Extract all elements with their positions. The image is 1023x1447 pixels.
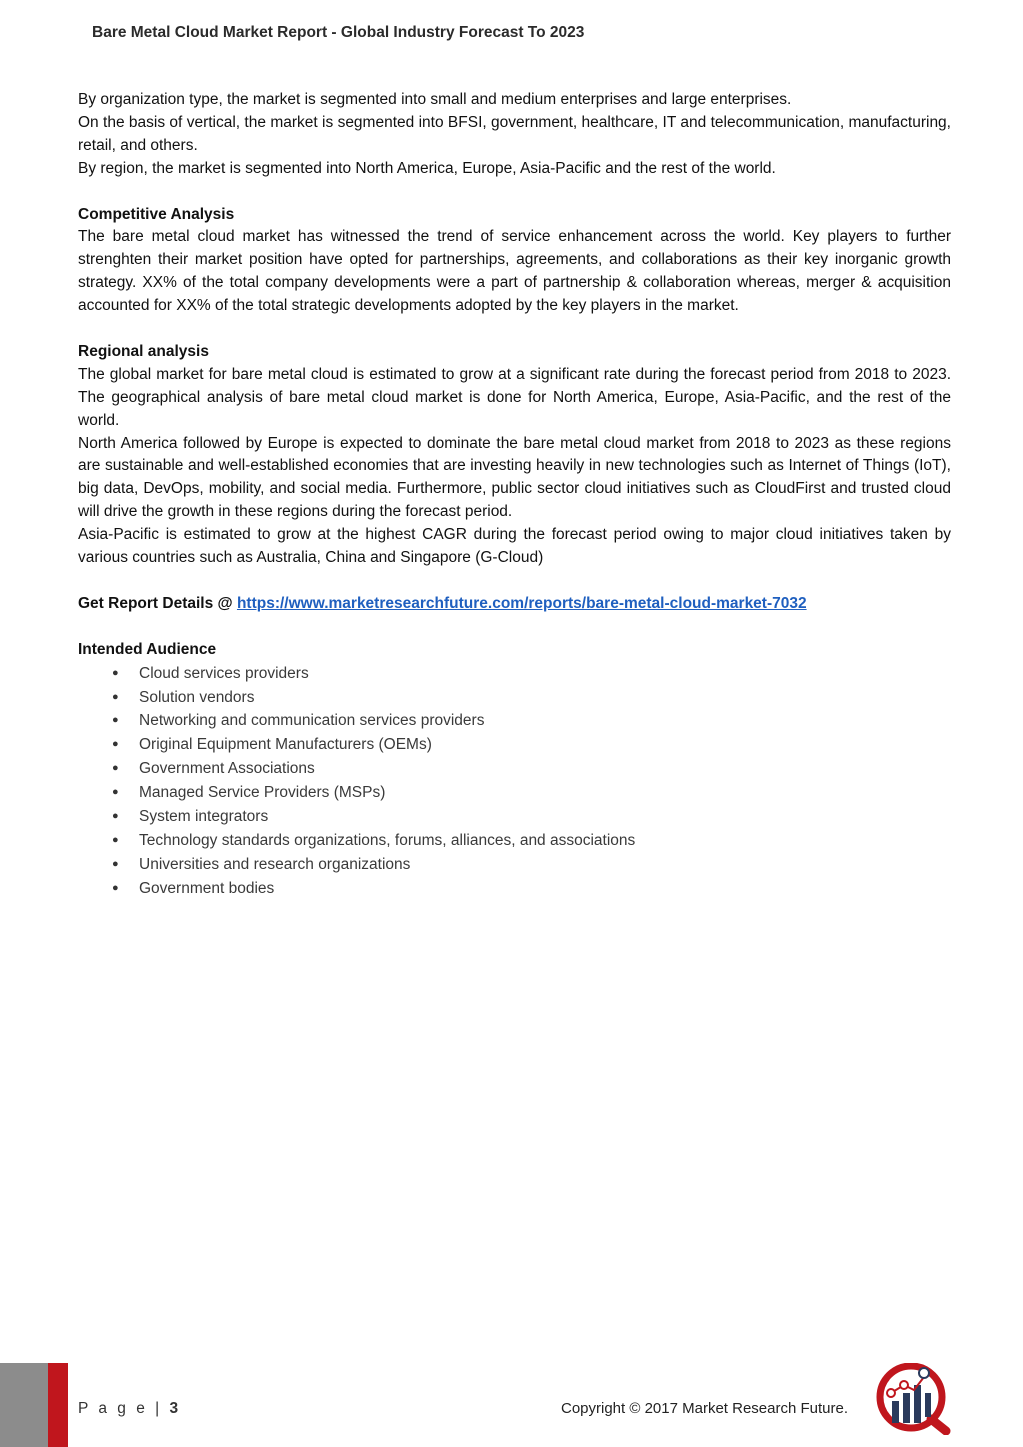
list-item: ● System integrators [78, 805, 951, 829]
intended-audience-heading: Intended Audience [78, 640, 217, 658]
list-item: ● Universities and research organizations [78, 853, 951, 877]
list-item: ● Government bodies [78, 877, 951, 901]
market-research-future-logo-icon [874, 1363, 952, 1435]
footer-grey-bar [0, 1363, 48, 1447]
bullet-icon: ● [112, 690, 119, 703]
regional-paragraph-asia-pacific: Asia-Pacific is estimated to grow at the highest CAGR during the forecast period owing to major cloud initiatives taken by various countries such as Australia, China and Singapore (G-Cloud) [78, 526, 951, 567]
footer-red-bar [48, 1363, 68, 1447]
document-body [78, 89, 951, 901]
copyright-notice: Copyright © 2017 Market Research Future. [561, 1400, 849, 1417]
page-number-label: P a g e | 3 [78, 1400, 179, 1417]
bullet-icon: ● [112, 881, 119, 894]
report-details-link[interactable]: https://www.marketresearchfuture.com/reports/bare-metal-cloud-market-7032 [236, 594, 807, 612]
list-item: ● Cloud services providers [78, 662, 951, 686]
bullet-icon: ● [112, 857, 119, 870]
bullet-icon: ● [112, 786, 119, 799]
competitive-analysis-body: The bare metal cloud market has witnessed the trend of service enhancement across the world. Key players to further strenghten their market position have opted for partnerships, agreements, and collaborations as their key inorganic growth strategy. XX% of the total company developments were a part of partnership & collaboration whereas, merger & acquisition accounted for XX% of the total strategic developments adopted by the key players in the market. [78, 228, 951, 315]
bullet-icon: ● [112, 666, 119, 679]
bullet-icon: ● [112, 762, 119, 775]
page-number: 3 [169, 1400, 179, 1417]
intro-paragraph-organization: By organization type, the market is segmented into small and medium enterprises and large enterprises. [78, 91, 792, 108]
bullet-icon: ● [112, 833, 119, 846]
intro-paragraph-region: By region, the market is segmented into North America, Europe, Asia-Pacific and the rest of the world. [78, 159, 776, 177]
regional-paragraph-global: The global market for bare metal cloud is estimated to grow at a significant rate during the forecast period from 2018 to 2023. The geographical analysis of bare metal cloud market is done for North America, Europe, Asia-Pacific, and the rest of the world. [78, 365, 951, 429]
list-item: ● Solution vendors [78, 686, 951, 710]
list-item: ● Networking and communication services providers [78, 709, 951, 733]
intended-audience-list [78, 662, 951, 901]
intro-paragraph-vertical: On the basis of vertical, the market is segmented into BFSI, government, healthcare, IT and telecommunication, manufacturing, retail, and others. [78, 113, 951, 154]
regional-analysis-heading: Regional analysis [78, 342, 209, 360]
bullet-icon: ● [112, 738, 119, 751]
list-item: ● Original Equipment Manufacturers (OEMs) [78, 733, 951, 757]
list-item: ● Government Associations [78, 757, 951, 781]
regional-paragraph-north-america: North America followed by Europe is expected to dominate the bare metal cloud market from 2018 to 2023 as these regions are sustainable and well-established economies that are investing heavily in new technologies such as Internet of Things (IoT), big data, DevOps, mobility, and social media. Furthermore, public sector cloud initiatives such as CloudFirst and trusted cloud will drive the growth in these regions during the forecast period. [78, 434, 951, 521]
list-item: ● Technology standards organizations, forums, alliances, and associations [78, 829, 951, 853]
report-details-label: Get Report Details @ [78, 594, 237, 612]
report-details-line [78, 593, 951, 616]
document-header-title: Bare Metal Cloud Market Report - Global Industry Forecast To 2023 [92, 24, 585, 41]
bullet-icon: ● [112, 810, 119, 823]
competitive-analysis-heading: Competitive Analysis [78, 205, 235, 223]
list-item: ● Managed Service Providers (MSPs) [78, 781, 951, 805]
bullet-icon: ● [112, 714, 119, 727]
